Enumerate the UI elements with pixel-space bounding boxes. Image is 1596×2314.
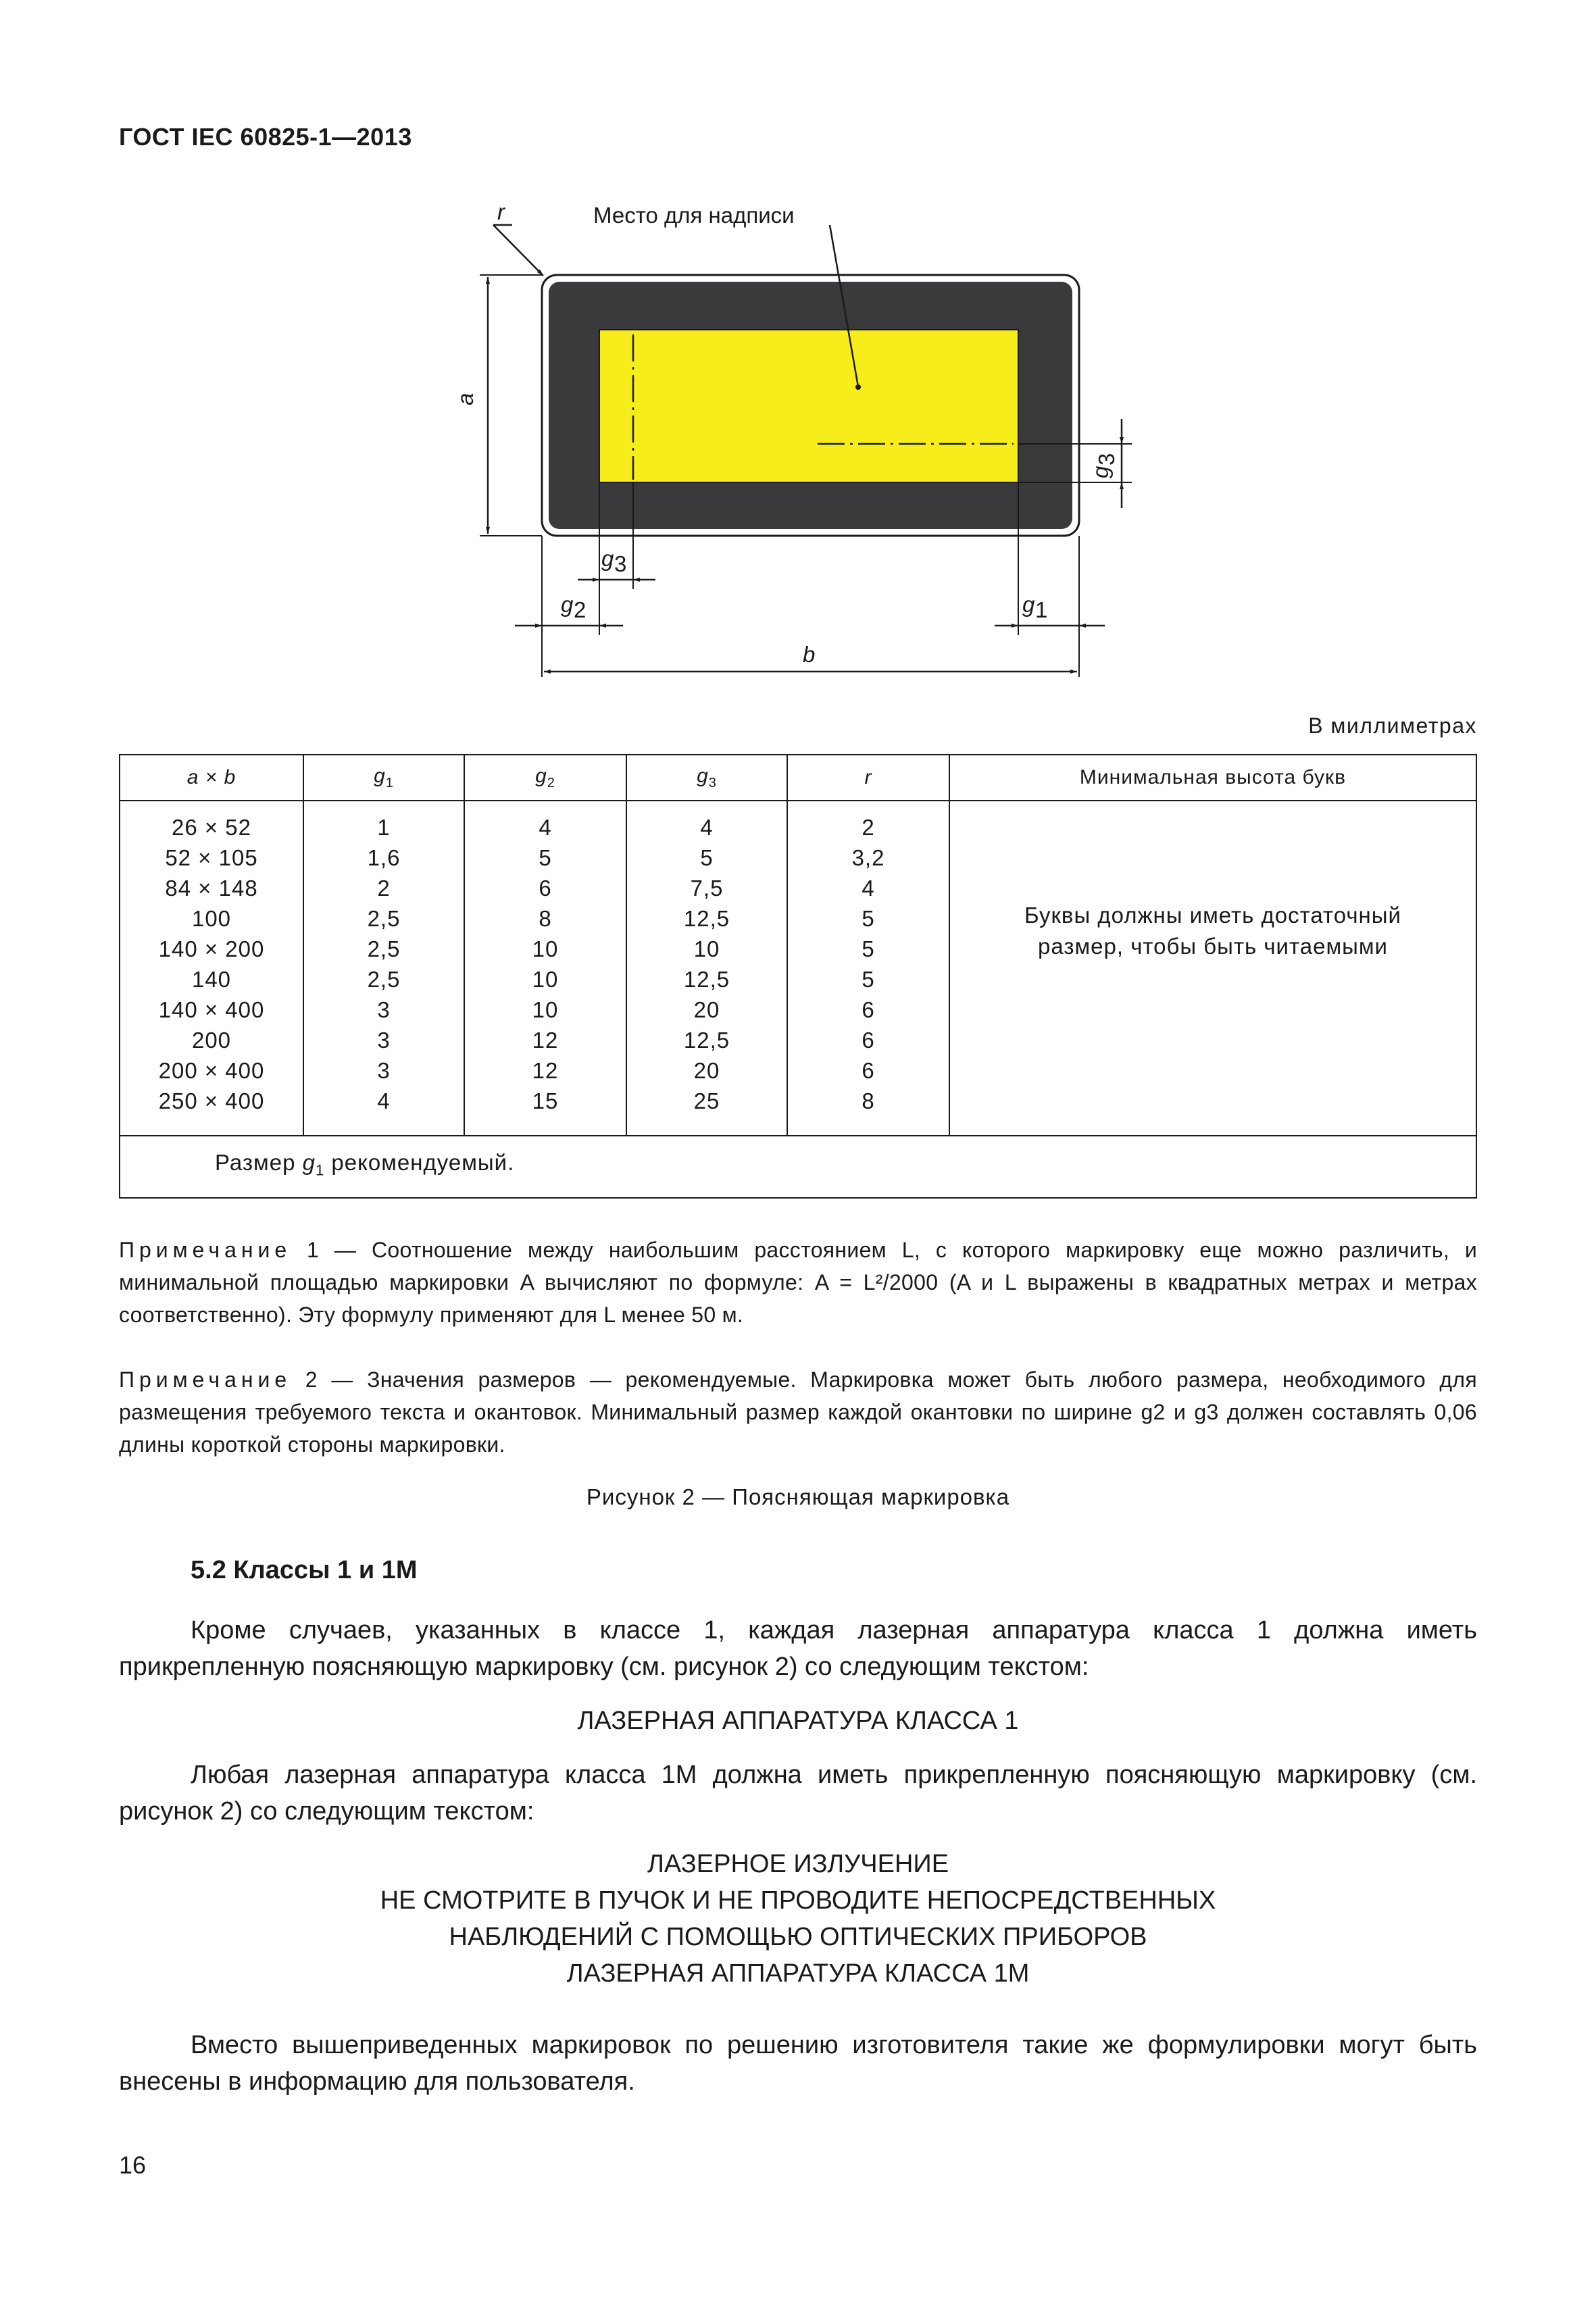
paragraph-3: Вместо вышеприведенных маркировок по решению изготовителя такие же формулировки могут быть внесены в информацию для пользователя. [119,2031,1477,2096]
col-g3 [626,801,787,1136]
label-text-2: ЛАЗЕРНОЕ ИЗЛУЧЕНИЕ НЕ СМОТРИТЕ В ПУЧОК И НЕ ПРОВОДИТЕ НЕПОСРЕДСТВЕННЫХ НАБЛЮДЕНИЙ С ПОМОЩЬЮ ОПТИЧЕСКИХ ПРИБОРОВ ЛАЗЕРНАЯ АППАРАТУРА КЛАССА 1М [380,1850,1216,1988]
table-cell: 200 [191,1028,232,1053]
table-cell: 3 [377,1058,391,1083]
table-footnote-row [120,1136,1476,1198]
g2-label: g [561,592,574,617]
table-cell: 12 [532,1058,559,1083]
table-cell: 140 [191,967,232,992]
table-cell: 2 [862,815,875,840]
figure-caption: Рисунок 2 — Поясняющая маркировка [586,1484,1010,1509]
table-cell: 5 [539,845,552,870]
table-cell: 3 [377,1028,391,1053]
table-cell: 4 [862,876,875,901]
page-number: 16 [119,2151,147,2179]
label-field [599,330,1018,482]
label-text-1: ЛАЗЕРНАЯ АППАРАТУРА КЛАССА 1 [577,1707,1019,1735]
table-cell: 1 [377,815,391,840]
a-label: a [453,393,478,405]
note-1-text: 1 — Соотношение между наибольшим расстоянием L, с которого маркировку еще можно различить, и минимальной площадью маркировки A вычисляют по формуле: A = L²/2000 (A и L выражены в квадратных метрах и метрах соответственно). Эту формулу применяют для L менее 50 м. [119,1238,1477,1327]
label-diagram [432,196,1176,689]
table-cell: 2 [377,876,391,901]
g3-right-label: g [1088,466,1113,478]
col-letters [949,801,1476,1136]
table-cell: 2,5 [367,936,401,961]
svg-text:3: 3 [614,551,627,576]
table-cell: 12,5 [683,1028,730,1053]
table-cell: 7,5 [690,876,724,901]
table-cell: 5 [700,845,714,870]
table-cell: 12 [532,1028,559,1053]
table-cell: 140 × 400 [158,997,265,1022]
dimensions-table [119,754,1477,1199]
col-g1 [303,801,464,1136]
table-cell: 52 × 105 [165,845,258,870]
header-ab: a × b [120,755,303,801]
col-r [787,801,949,1136]
table-cell: 100 [191,906,232,931]
table-footnote: Размер $g_1$ рекомендуемый. [120,1136,1476,1198]
table-cell: 6 [862,997,875,1022]
svg-text:3: 3 [1094,453,1119,466]
table-cell: 2,5 [367,967,401,992]
table-cell: 8 [862,1088,875,1113]
label-diagram-svg [432,196,1176,689]
table-cell: 5 [862,967,875,992]
table-cell: 5 [862,906,875,931]
paragraph-1: Кроме случаев, указанных в классе 1, каждая лазерная аппаратура класса 1 должна иметь прикрепленную поясняющую маркировку (см. рисунок 2) со следующим текстом: [119,1616,1477,1681]
table-cell: 4 [539,815,552,840]
table-cell: 3,2 [851,845,885,870]
table-header-row [120,755,1476,801]
table-cell: 15 [532,1088,559,1113]
r-label: r [497,199,505,224]
header-r: r [787,755,949,801]
table-cell: 4 [377,1088,391,1113]
table-cell: 84 × 148 [165,876,258,901]
b-label: b [803,642,816,667]
document-code: ГОСТ IEC 60825-1—2013 [119,123,412,151]
letters-line-2: размер, чтобы быть читаемыми [1038,934,1388,959]
section-heading: 5.2 Классы 1 и 1М [191,1556,418,1584]
paragraph-2: Любая лазерная аппаратура класса 1М должна иметь прикрепленную поясняющую маркировку (см. рисунок 2) со следующим текстом: [119,1761,1477,1826]
table-cell: 6 [862,1058,875,1083]
table-cell: 20 [693,997,720,1022]
g3-bottom-label: g [601,546,614,571]
table-cell: 4 [700,815,714,840]
note-1 [119,1234,1477,1331]
header-g1: $g_1$ [303,755,464,801]
table-cell: 250 × 400 [158,1088,265,1113]
letters-line-1: Буквы должны иметь достаточный [1024,903,1401,928]
table-cell: 26 × 52 [171,815,252,840]
table-body-row [120,801,1476,1136]
svg-text:1: 1 [1035,597,1048,622]
table-cell: 5 [862,936,875,961]
svg-text:2: 2 [574,597,587,622]
table-cell: 6 [862,1028,875,1053]
note-2-text: 2 — Значения размеров — рекомендуемые. Маркировка может быть любого размера, необходимого для размещения требуемого текста и окантовок. Минимальный размер каждой окантовки по ширине g2 и g3 должен составлять 0,06 длины короткой стороны маркировки. [119,1367,1477,1457]
table-cell: 10 [532,936,559,961]
table-cell: 12,5 [683,967,730,992]
col-ab [120,801,303,1136]
table-cell: 10 [532,997,559,1022]
table-cell: 1,6 [367,845,401,870]
place-label: Место для надписи [593,203,795,228]
table-cell: 20 [693,1058,720,1083]
table-cell: 6 [539,876,552,901]
table-cell: 10 [693,936,720,961]
table-cell: 2,5 [367,906,401,931]
table-cell: 25 [693,1088,720,1113]
table-cell: 12,5 [683,906,730,931]
table-cell: 8 [539,906,552,931]
header-min-height: Минимальная высота букв [949,755,1476,801]
note-2-lead: Примечание [119,1367,292,1392]
g1-label: g [1022,592,1035,617]
header-g2: $g_2$ [464,755,626,801]
col-g2 [464,801,626,1136]
note-1-lead: Примечание [119,1238,292,1262]
note-2 [119,1363,1477,1461]
table-cell: 3 [377,997,391,1022]
table-cell: 200 × 400 [158,1058,265,1083]
table-cell: 140 × 200 [158,936,265,961]
header-g3: $g_3$ [626,755,787,801]
table-cell: 10 [532,967,559,992]
units-note: В миллиметрах [1308,713,1477,738]
